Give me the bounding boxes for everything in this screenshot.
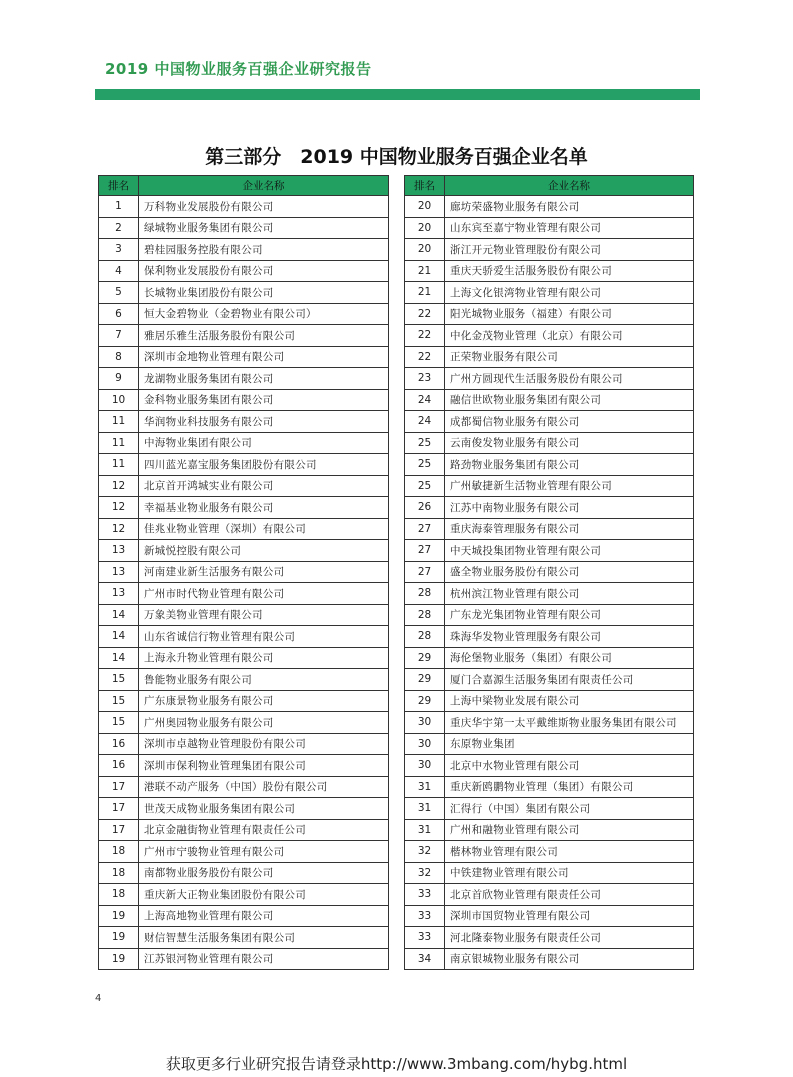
- rank-cell: 1: [99, 196, 139, 218]
- table-row: [405, 497, 694, 519]
- table-row: [405, 948, 694, 970]
- table-row: [99, 798, 389, 820]
- company-name-cell: 上海高地物业管理有限公司: [139, 905, 389, 927]
- rank-cell: 18: [99, 862, 139, 884]
- table-row: [99, 454, 389, 476]
- table-row: [405, 604, 694, 626]
- company-name-cell: 浙江开元物业管理股份有限公司: [445, 239, 694, 261]
- table-row: [405, 819, 694, 841]
- rank-cell: 2: [99, 217, 139, 239]
- rank-cell: 14: [99, 647, 139, 669]
- rank-cell: 21: [405, 260, 445, 282]
- company-name-cell: 深圳市金地物业管理有限公司: [139, 346, 389, 368]
- company-name-cell: 北京首开鸿城实业有限公司: [139, 475, 389, 497]
- company-name-cell: 北京中水物业管理有限公司: [445, 755, 694, 777]
- rank-cell: 15: [99, 712, 139, 734]
- table-row: [405, 260, 694, 282]
- company-name-cell: 万科物业发展股份有限公司: [139, 196, 389, 218]
- company-name-cell: 上海永升物业管理有限公司: [139, 647, 389, 669]
- table-row: [99, 712, 389, 734]
- table-row: [99, 819, 389, 841]
- company-name-cell: 长城物业集团股份有限公司: [139, 282, 389, 304]
- rank-cell: 17: [99, 798, 139, 820]
- rank-cell: 5: [99, 282, 139, 304]
- rank-cell: 29: [405, 647, 445, 669]
- table-row: [405, 647, 694, 669]
- company-name-cell: 海伦堡物业服务（集团）有限公司: [445, 647, 694, 669]
- company-name-cell: 成都蜀信物业服务有限公司: [445, 411, 694, 433]
- table-row: [99, 475, 389, 497]
- table-row: [405, 432, 694, 454]
- table-row: [405, 411, 694, 433]
- rank-cell: 20: [405, 196, 445, 218]
- rank-cell: 28: [405, 604, 445, 626]
- company-name-cell: 保利物业发展股份有限公司: [139, 260, 389, 282]
- table-row: [99, 260, 389, 282]
- company-name-cell: 重庆华宇第一太平戴维斯物业服务集团有限公司: [445, 712, 694, 734]
- company-name-cell: 四川蓝光嘉宝服务集团股份有限公司: [139, 454, 389, 476]
- rank-cell: 31: [405, 776, 445, 798]
- table-row: [99, 948, 389, 970]
- rank-cell: 30: [405, 733, 445, 755]
- rank-column-header: 排名: [99, 176, 139, 196]
- company-name-cell: 金科物业服务集团有限公司: [139, 389, 389, 411]
- ranking-table-right: [404, 175, 694, 970]
- company-name-cell: 北京金融街物业管理有限责任公司: [139, 819, 389, 841]
- table-row: [99, 905, 389, 927]
- company-name-cell: 深圳市保利物业管理集团有限公司: [139, 755, 389, 777]
- rank-cell: 33: [405, 927, 445, 949]
- section-title: 第三部分 2019 中国物业服务百强企业名单: [205, 146, 588, 168]
- rank-cell: 22: [405, 346, 445, 368]
- table-row: [405, 583, 694, 605]
- table-row: [99, 432, 389, 454]
- table-row: [405, 905, 694, 927]
- table-row: [405, 540, 694, 562]
- table-row: [99, 497, 389, 519]
- company-name-cell: 重庆天骄爱生活服务股份有限公司: [445, 260, 694, 282]
- table-row: [405, 217, 694, 239]
- rank-cell: 28: [405, 626, 445, 648]
- rank-cell: 12: [99, 518, 139, 540]
- company-name-cell: 广东康景物业服务有限公司: [139, 690, 389, 712]
- table-row: [99, 884, 389, 906]
- table-row: [405, 626, 694, 648]
- company-name-cell: 中天城投集团物业管理有限公司: [445, 540, 694, 562]
- rank-cell: 22: [405, 303, 445, 325]
- rank-cell: 17: [99, 819, 139, 841]
- rank-cell: 21: [405, 282, 445, 304]
- company-name-cell: 深圳市卓越物业管理股份有限公司: [139, 733, 389, 755]
- rank-cell: 11: [99, 411, 139, 433]
- rank-cell: 32: [405, 862, 445, 884]
- company-name-cell: 北京首欣物业管理有限责任公司: [445, 884, 694, 906]
- company-name-cell: 正荣物业服务有限公司: [445, 346, 694, 368]
- company-name-cell: 中海物业集团有限公司: [139, 432, 389, 454]
- rank-cell: 14: [99, 626, 139, 648]
- company-name-cell: 广州市时代物业管理有限公司: [139, 583, 389, 605]
- table-row: [405, 346, 694, 368]
- table-row: [405, 862, 694, 884]
- company-name-cell: 重庆海泰管理服务有限公司: [445, 518, 694, 540]
- rank-cell: 15: [99, 669, 139, 691]
- table-row: [405, 798, 694, 820]
- company-name-cell: 广东龙光集团物业管理有限公司: [445, 604, 694, 626]
- table-row: [405, 690, 694, 712]
- company-name-cell: 河南建业新生活服务有限公司: [139, 561, 389, 583]
- company-name-cell: 中铁建物业管理有限公司: [445, 862, 694, 884]
- rank-cell: 23: [405, 368, 445, 390]
- rank-cell: 33: [405, 884, 445, 906]
- company-name-cell: 厦门合嘉源生活服务集团有限责任公司: [445, 669, 694, 691]
- rank-cell: 20: [405, 217, 445, 239]
- rank-cell: 11: [99, 454, 139, 476]
- company-name-cell: 雅居乐雅生活服务股份有限公司: [139, 325, 389, 347]
- company-name-cell: 深圳市国贸物业管理有限公司: [445, 905, 694, 927]
- rank-cell: 29: [405, 690, 445, 712]
- company-name-cell: 绿城物业服务集团有限公司: [139, 217, 389, 239]
- rank-cell: 34: [405, 948, 445, 970]
- company-name-cell: 东原物业集团: [445, 733, 694, 755]
- table-row: [405, 282, 694, 304]
- rank-cell: 12: [99, 497, 139, 519]
- table-row: [405, 884, 694, 906]
- company-name-cell: 港联不动产服务（中国）股份有限公司: [139, 776, 389, 798]
- rank-cell: 19: [99, 905, 139, 927]
- rank-cell: 18: [99, 884, 139, 906]
- rank-column-header: 排名: [405, 176, 445, 196]
- rank-cell: 7: [99, 325, 139, 347]
- rank-cell: 18: [99, 841, 139, 863]
- company-name-cell: 上海中梁物业发展有限公司: [445, 690, 694, 712]
- company-name-cell: 上海文化银湾物业管理有限公司: [445, 282, 694, 304]
- table-row: [99, 368, 389, 390]
- name-column-header: 企业名称: [139, 176, 389, 196]
- rank-cell: 22: [405, 325, 445, 347]
- table-row: [405, 454, 694, 476]
- company-name-cell: 河北隆泰物业服务有限责任公司: [445, 927, 694, 949]
- rank-cell: 20: [405, 239, 445, 261]
- table-row: [99, 841, 389, 863]
- table-row: [99, 239, 389, 261]
- rank-cell: 13: [99, 561, 139, 583]
- company-name-cell: 汇得行（中国）集团有限公司: [445, 798, 694, 820]
- rank-cell: 25: [405, 454, 445, 476]
- rank-cell: 27: [405, 518, 445, 540]
- table-row: [99, 604, 389, 626]
- rank-cell: 27: [405, 561, 445, 583]
- table-header-row: [99, 176, 389, 196]
- rank-cell: 3: [99, 239, 139, 261]
- table-row: [99, 303, 389, 325]
- name-column-header: 企业名称: [445, 176, 694, 196]
- rank-cell: 12: [99, 475, 139, 497]
- rank-cell: 30: [405, 755, 445, 777]
- table-row: [99, 862, 389, 884]
- rank-cell: 16: [99, 733, 139, 755]
- company-name-cell: 幸福基业物业服务有限公司: [139, 497, 389, 519]
- table-row: [405, 561, 694, 583]
- company-name-cell: 融信世欧物业服务集团有限公司: [445, 389, 694, 411]
- table-row: [99, 411, 389, 433]
- footer-link-text: 获取更多行业研究报告请登录http://www.3mbang.com/hybg.html: [165, 1055, 628, 1073]
- rank-cell: 29: [405, 669, 445, 691]
- rank-cell: 11: [99, 432, 139, 454]
- company-name-cell: 广州方圆现代生活服务股份有限公司: [445, 368, 694, 390]
- table-row: [99, 690, 389, 712]
- company-name-cell: 杭州滨江物业管理有限公司: [445, 583, 694, 605]
- rank-cell: 14: [99, 604, 139, 626]
- table-row: [405, 368, 694, 390]
- rank-cell: 28: [405, 583, 445, 605]
- rank-cell: 31: [405, 798, 445, 820]
- table-row: [99, 196, 389, 218]
- rank-cell: 26: [405, 497, 445, 519]
- company-name-cell: 广州奥园物业服务有限公司: [139, 712, 389, 734]
- rank-cell: 8: [99, 346, 139, 368]
- company-name-cell: 中化金茂物业管理（北京）有限公司: [445, 325, 694, 347]
- table-row: [99, 540, 389, 562]
- rank-cell: 13: [99, 583, 139, 605]
- company-name-cell: 江苏中南物业服务有限公司: [445, 497, 694, 519]
- company-name-cell: 华润物业科技服务有限公司: [139, 411, 389, 433]
- table-row: [405, 841, 694, 863]
- company-name-cell: 万象美物业管理有限公司: [139, 604, 389, 626]
- company-name-cell: 财信智慧生活服务集团有限公司: [139, 927, 389, 949]
- table-row: [405, 776, 694, 798]
- rank-cell: 24: [405, 411, 445, 433]
- company-name-cell: 楷林物业管理有限公司: [445, 841, 694, 863]
- table-row: [99, 518, 389, 540]
- rank-cell: 17: [99, 776, 139, 798]
- table-row: [405, 669, 694, 691]
- company-name-cell: 廊坊荣盛物业服务有限公司: [445, 196, 694, 218]
- company-name-cell: 龙湖物业服务集团有限公司: [139, 368, 389, 390]
- table-row: [99, 733, 389, 755]
- company-name-cell: 山东宾至嘉宁物业管理有限公司: [445, 217, 694, 239]
- table-header-row: [405, 176, 694, 196]
- rank-cell: 25: [405, 432, 445, 454]
- company-name-cell: 重庆新鸥鹏物业管理（集团）有限公司: [445, 776, 694, 798]
- rank-cell: 32: [405, 841, 445, 863]
- table-row: [405, 755, 694, 777]
- ranking-table-left-body: [99, 196, 389, 970]
- table-row: [405, 927, 694, 949]
- table-row: [99, 776, 389, 798]
- company-name-cell: 新城悦控股有限公司: [139, 540, 389, 562]
- rank-cell: 30: [405, 712, 445, 734]
- rank-cell: 4: [99, 260, 139, 282]
- company-name-cell: 佳兆业物业管理（深圳）有限公司: [139, 518, 389, 540]
- table-row: [405, 475, 694, 497]
- company-name-cell: 珠海华发物业管理服务有限公司: [445, 626, 694, 648]
- header-divider-bar: [95, 89, 700, 100]
- table-row: [99, 346, 389, 368]
- table-row: [99, 217, 389, 239]
- table-row: [99, 647, 389, 669]
- table-row: [99, 669, 389, 691]
- table-row: [99, 282, 389, 304]
- table-row: [405, 303, 694, 325]
- table-row: [99, 626, 389, 648]
- rank-cell: 19: [99, 948, 139, 970]
- table-row: [99, 583, 389, 605]
- rank-cell: 33: [405, 905, 445, 927]
- table-row: [405, 733, 694, 755]
- company-name-cell: 路劲物业服务集团有限公司: [445, 454, 694, 476]
- rank-cell: 9: [99, 368, 139, 390]
- company-name-cell: 阳光城物业服务（福建）有限公司: [445, 303, 694, 325]
- rank-cell: 10: [99, 389, 139, 411]
- rank-cell: 27: [405, 540, 445, 562]
- rank-cell: 19: [99, 927, 139, 949]
- company-name-cell: 碧桂园服务控股有限公司: [139, 239, 389, 261]
- table-row: [99, 561, 389, 583]
- company-name-cell: 南都物业服务股份有限公司: [139, 862, 389, 884]
- table-row: [99, 927, 389, 949]
- company-name-cell: 山东省诚信行物业管理有限公司: [139, 626, 389, 648]
- company-name-cell: 江苏银河物业管理有限公司: [139, 948, 389, 970]
- rank-cell: 31: [405, 819, 445, 841]
- page-number: 4: [95, 993, 102, 1004]
- table-row: [99, 389, 389, 411]
- company-name-cell: 广州敏捷新生活物业管理有限公司: [445, 475, 694, 497]
- company-name-cell: 广州市宁骏物业管理有限公司: [139, 841, 389, 863]
- table-row: [99, 325, 389, 347]
- company-name-cell: 南京银城物业服务有限公司: [445, 948, 694, 970]
- company-name-cell: 世茂天成物业服务集团有限公司: [139, 798, 389, 820]
- table-row: [405, 389, 694, 411]
- table-row: [405, 325, 694, 347]
- company-name-cell: 云南俊发物业服务有限公司: [445, 432, 694, 454]
- company-name-cell: 恒大金碧物业（金碧物业有限公司）: [139, 303, 389, 325]
- ranking-table-right-body: [405, 196, 694, 970]
- company-name-cell: 鲁能物业服务有限公司: [139, 669, 389, 691]
- rank-cell: 24: [405, 389, 445, 411]
- table-row: [99, 755, 389, 777]
- rank-cell: 15: [99, 690, 139, 712]
- rank-cell: 25: [405, 475, 445, 497]
- company-name-cell: 广州和融物业管理有限公司: [445, 819, 694, 841]
- rank-cell: 16: [99, 755, 139, 777]
- table-row: [405, 518, 694, 540]
- table-row: [405, 712, 694, 734]
- company-name-cell: 重庆新大正物业集团股份有限公司: [139, 884, 389, 906]
- table-row: [405, 196, 694, 218]
- report-header-title: 2019 中国物业服务百强企业研究报告: [105, 60, 372, 78]
- table-row: [405, 239, 694, 261]
- rank-cell: 13: [99, 540, 139, 562]
- ranking-table-left: [98, 175, 389, 970]
- company-name-cell: 盛全物业服务股份有限公司: [445, 561, 694, 583]
- rank-cell: 6: [99, 303, 139, 325]
